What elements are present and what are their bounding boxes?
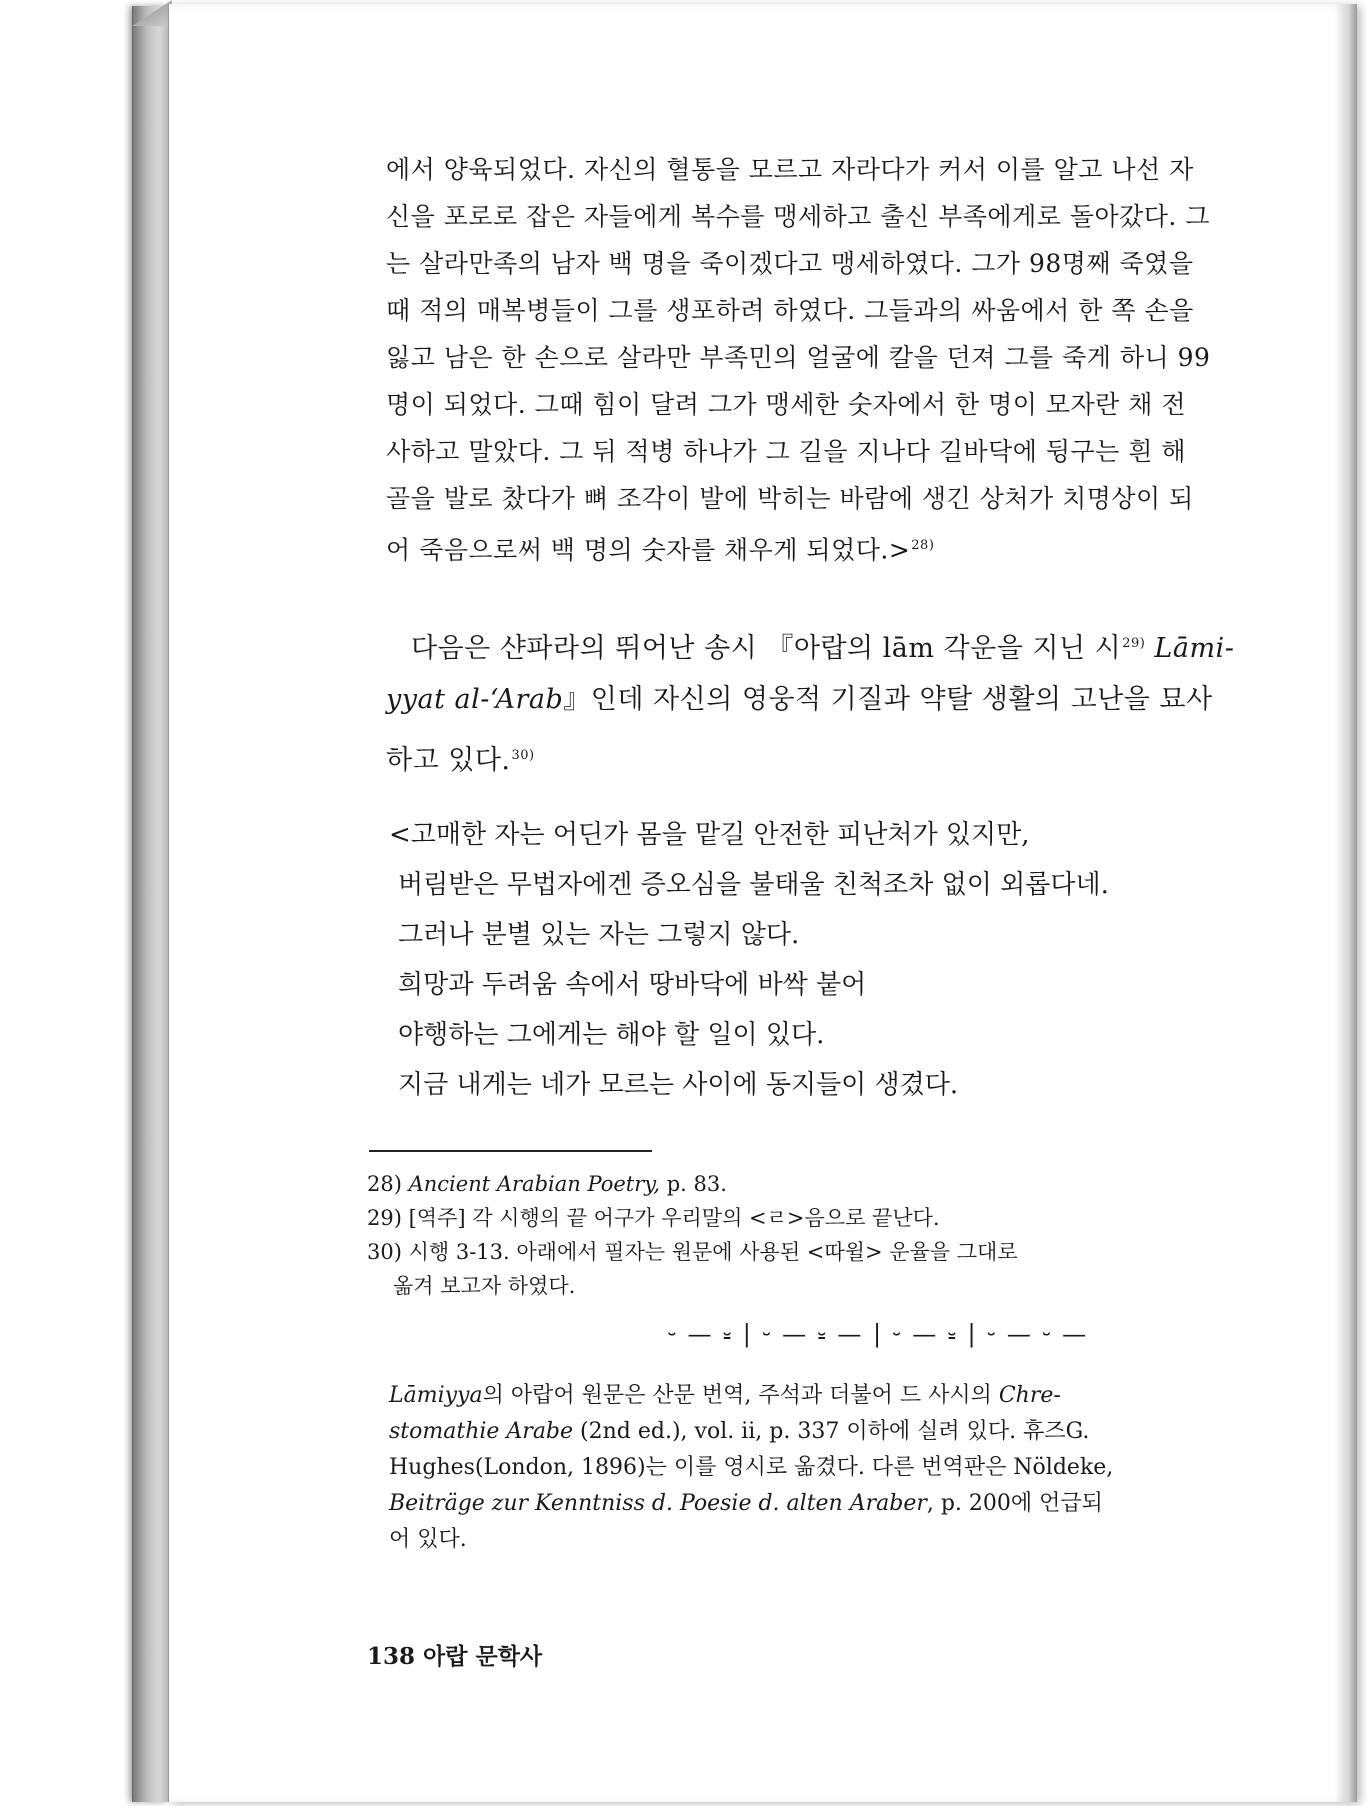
- latin-title: Chre-: [998, 1383, 1061, 1408]
- intro-text: 』인데 자신의 영웅적 기질과 약탈 생활의 고난을 묘사: [563, 684, 1213, 715]
- intro-paragraph: [386, 616, 1367, 784]
- text-line: 잃고 남은 한 손으로 살라만 부족민의 얼굴에 칼을 던져 그를 죽게 하니 99: [386, 343, 1211, 372]
- latin-title: stomathie Arabe: [389, 1419, 574, 1444]
- latin-title: Lāmiyya: [389, 1383, 483, 1408]
- intro-text: 다음은 샨파라의 뛰어난 송시 『아랍의 lām 각운을 지닌 시: [411, 633, 1122, 664]
- poem-title-latin-cont: yyat al-‘Arab: [386, 684, 564, 715]
- footnote-ref-29: 29): [1122, 636, 1146, 651]
- story-text: [386, 146, 1367, 569]
- footnote-ref-30: 30): [511, 748, 535, 763]
- footnote-28: [367, 1167, 1367, 1201]
- page-number: 138: [367, 1643, 416, 1670]
- footnote-30-cont: 옮겨 보고자 하였다.: [393, 1274, 576, 1298]
- text-line: 골을 발로 찼다가 뼈 조각이 발에 박히는 바람에 생긴 상처가 치명상이 되: [386, 484, 1194, 513]
- poem-line: 버림받은 무법자에겐 증오심을 불태울 친척조차 없이 외롭다네.: [398, 870, 1109, 900]
- footnote-ref-28: 28): [911, 538, 935, 553]
- footnote-30: 30) 시행 3-13. 아래에서 필자는 원문에 사용된 <따윌> 운율을 그대로: [367, 1240, 1018, 1264]
- text-line: [389, 1414, 1367, 1450]
- footnotes: [367, 1167, 1367, 1303]
- footnote-divider: [369, 1150, 652, 1152]
- text-line: [386, 672, 1367, 728]
- footnote-number: 28): [367, 1172, 402, 1196]
- note-text: (2nd ed.), vol. ii, p. 337 이하에 실려 있다. 휴즈G.: [573, 1419, 1090, 1444]
- footnote-29: 29) [역주] 각 시행의 끝 어구가 우리말의 <ㄹ>음으로 끝난다.: [367, 1206, 940, 1230]
- text-line: [389, 1378, 1367, 1414]
- poem-line: 야행하는 그에게는 해야 할 일이 있다.: [398, 1020, 825, 1050]
- latin-title: Beiträge zur Kenntniss d. Poesie d. alten Araber: [389, 1491, 927, 1516]
- poem-title-latin: Lāmi-: [1145, 633, 1235, 664]
- text-line: [386, 728, 1367, 784]
- text-line: Hughes(London, 1896)는 이를 영시로 옮겼다. 다른 번역판은 Nöldeke,: [389, 1455, 1114, 1480]
- poem-line: 지금 내게는 네가 모르는 사이에 동지들이 생겼다.: [398, 1070, 959, 1100]
- note-text: , p. 200에 언급되: [926, 1491, 1103, 1516]
- footnote-page: p. 83.: [660, 1172, 727, 1196]
- book-page: [168, 4, 1357, 1802]
- text-line: [389, 1486, 1367, 1522]
- text-line: 신을 포로로 잡은 자들에게 복수를 맹세하고 출신 부족에게로 돌아갔다. 그: [386, 202, 1210, 231]
- book-spine: [132, 6, 169, 1802]
- text-line: 어 있다.: [389, 1527, 467, 1552]
- text-line: 에서 양육되었다. 자신의 혈통을 모르고 자라다가 커서 이를 알고 나선 자: [386, 155, 1194, 184]
- page-footer: [367, 1638, 542, 1671]
- text-line: [386, 616, 1367, 672]
- poem-line: 그러나 분별 있는 자는 그렇지 않다.: [398, 920, 800, 950]
- text-line: [386, 522, 1367, 569]
- poem-line: 희망과 두려움 속에서 땅바닥에 바싹 붙어: [398, 970, 867, 1000]
- meter-scansion: ⏑ — ⏓ | ⏑ — ⏓ — | ⏑ — ⏓ | ⏑ — ⏑ —: [667, 1320, 1089, 1348]
- text-line: 는 살라만족의 남자 백 명을 죽이겠다고 맹세하였다. 그가 98명째 죽였을: [386, 249, 1194, 278]
- text-line: 명이 되었다. 그때 힘이 달려 그가 맹세한 숫자에서 한 명이 모자란 채 전: [386, 390, 1187, 419]
- text-line-content: 어 죽음으로써 백 명의 숫자를 채우게 되었다.>: [386, 535, 911, 565]
- poem-excerpt: [389, 810, 1367, 1110]
- note-text: 의 아랍어 원문은 산문 번역, 주석과 더불어 드 사시의: [482, 1383, 999, 1408]
- footnote-book-title: Ancient Arabian Poetry,: [408, 1172, 661, 1196]
- text-line: 때 적의 매복병들이 그를 생포하려 하였다. 그들과의 싸움에서 한 쪽 손을: [386, 296, 1194, 325]
- intro-text: 하고 있다.: [386, 745, 511, 776]
- poem-line: <고매한 자는 어딘가 몸을 맡길 안전한 피난처가 있지만,: [389, 820, 1030, 850]
- footnote-paragraph: [389, 1378, 1367, 1558]
- page-content: [169, 4, 1357, 1802]
- text-line: 사하고 말았다. 그 뒤 적병 하나가 그 길을 지나다 길바닥에 뒹구는 흰 해: [386, 437, 1187, 466]
- running-title: 아랍 문학사: [423, 1643, 543, 1670]
